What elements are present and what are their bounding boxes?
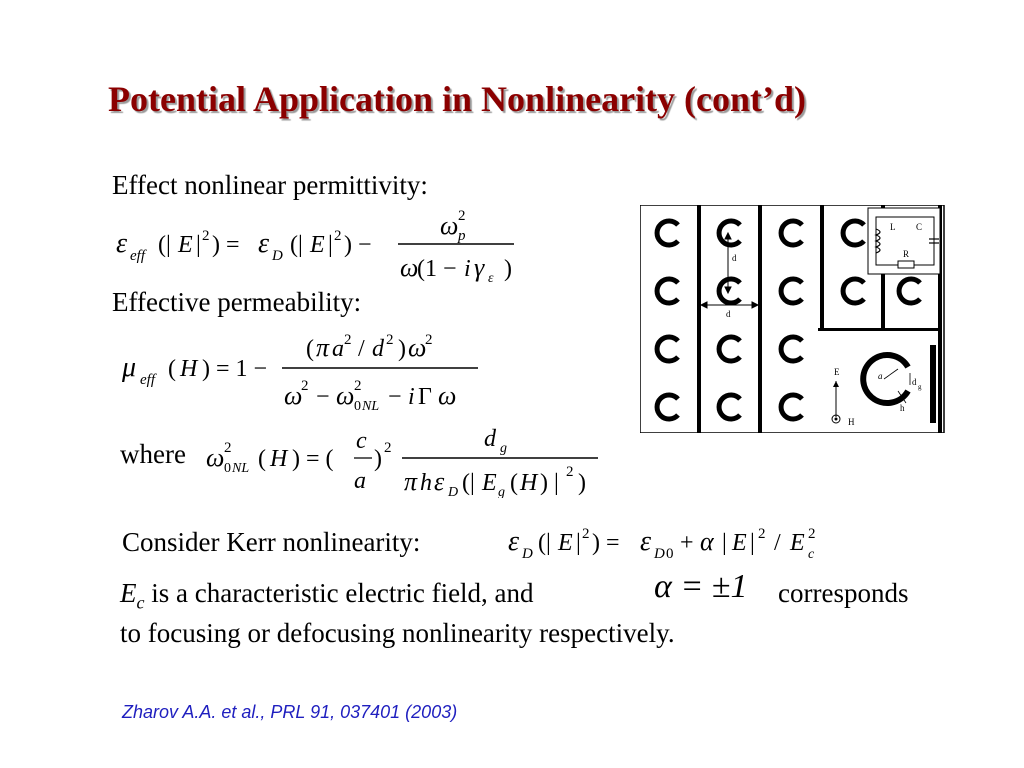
svg-text:p: p xyxy=(458,228,466,244)
svg-text:|: | xyxy=(196,232,201,258)
ec-text: is a characteristic electric field, and xyxy=(144,578,534,608)
permeability-equation xyxy=(118,324,498,414)
svg-text:d: d xyxy=(372,336,384,362)
inset-a-label: a xyxy=(878,371,883,381)
inset-h-label: H xyxy=(848,417,855,427)
slide-title: Potential Application in Nonlinearity (cont’d) xyxy=(108,79,807,119)
svg-text:) −: ) − xyxy=(344,232,372,258)
svg-text:(: ( xyxy=(306,336,314,362)
ec-definition-line xyxy=(120,578,534,613)
alpha-equation: α = ±1 xyxy=(654,568,748,605)
svg-text:): ) xyxy=(578,470,586,496)
svg-text:ε: ε xyxy=(258,228,270,259)
svg-text:ε: ε xyxy=(434,467,445,496)
svg-text:ε: ε xyxy=(640,526,652,557)
permeability-label: Effective permeability: xyxy=(112,287,362,317)
resistor-label: R xyxy=(903,249,910,259)
svg-text:ω: ω xyxy=(336,381,355,410)
circuit-inset xyxy=(868,208,940,274)
svg-text:(|: (| xyxy=(462,470,475,496)
svg-text:π: π xyxy=(404,467,418,496)
svg-text:(|: (| xyxy=(538,530,551,556)
svg-text:2: 2 xyxy=(202,228,210,244)
svg-text:2: 2 xyxy=(425,332,433,348)
svg-text:(: ( xyxy=(168,356,176,382)
inset-e-label: E xyxy=(834,367,840,377)
svg-text:) |: ) | xyxy=(540,470,559,496)
kerr-label: Consider Kerr nonlinearity: xyxy=(122,527,421,557)
svg-text:NL: NL xyxy=(232,461,250,476)
kerr-equation xyxy=(506,514,876,564)
svg-text:g: g xyxy=(498,485,505,498)
svg-text:c: c xyxy=(356,428,367,454)
svg-text:ω: ω xyxy=(438,381,457,410)
corresponds-text: corresponds xyxy=(778,578,909,608)
svg-text:) = 1 −: ) = 1 − xyxy=(202,356,268,382)
svg-text:0: 0 xyxy=(224,461,231,476)
svg-text:ω: ω xyxy=(284,381,303,410)
svg-text:E: E xyxy=(732,530,747,556)
omega-nl-equation xyxy=(204,420,604,498)
ec-symbol: E xyxy=(120,578,137,608)
svg-text:ε: ε xyxy=(488,271,494,286)
svg-text:eff: eff xyxy=(130,248,145,264)
svg-text:−: − xyxy=(316,384,330,410)
svg-text:ω: ω xyxy=(206,443,225,472)
dim-label-vertical: d xyxy=(732,253,737,263)
svg-text:E: E xyxy=(482,470,497,496)
svg-text:H: H xyxy=(520,470,538,496)
svg-text:): ) xyxy=(374,446,382,472)
svg-text:2: 2 xyxy=(582,526,590,542)
svg-text:ω: ω xyxy=(400,253,419,282)
inset-d-label: d xyxy=(912,377,917,387)
svg-text:|: | xyxy=(328,232,333,258)
focusing-line: to focusing or defocusing nonlinearity respectively. xyxy=(120,618,675,648)
permittivity-label: Effect nonlinear permittivity: xyxy=(112,170,428,200)
where-label: where xyxy=(120,439,186,469)
svg-text:2: 2 xyxy=(566,464,574,480)
svg-text:D: D xyxy=(654,546,665,562)
svg-text:i: i xyxy=(464,256,471,282)
svg-text:): ) xyxy=(398,336,406,362)
citation: Zharov A.A. et al., PRL 91, 037401 (2003) xyxy=(122,702,458,722)
svg-text:NL: NL xyxy=(362,399,380,414)
svg-text:(|: (| xyxy=(290,232,303,258)
svg-text:0: 0 xyxy=(354,399,361,414)
svg-text:2: 2 xyxy=(458,208,466,224)
svg-text:ε: ε xyxy=(508,526,520,557)
inductor-label: L xyxy=(890,222,896,232)
svg-text:/: / xyxy=(774,530,781,556)
svg-text:ω: ω xyxy=(440,211,459,240)
svg-text:|: | xyxy=(576,530,581,556)
svg-text:α: α xyxy=(700,527,714,556)
dim-label-horizontal: d xyxy=(726,309,731,319)
svg-text:(: ( xyxy=(258,446,266,472)
ec-subscript: c xyxy=(136,592,145,613)
svg-text:μ: μ xyxy=(122,352,137,383)
svg-text:(: ( xyxy=(510,470,518,496)
inset-h-small-label: h xyxy=(900,403,905,413)
svg-text:2: 2 xyxy=(758,526,766,542)
svg-text:|: | xyxy=(750,530,755,556)
svg-text:g: g xyxy=(500,441,507,456)
svg-text:D: D xyxy=(448,485,459,498)
svg-text:2: 2 xyxy=(384,440,392,456)
svg-text:i: i xyxy=(408,384,415,410)
svg-text:2: 2 xyxy=(808,526,816,542)
svg-text:h: h xyxy=(420,470,432,496)
svg-text:E: E xyxy=(558,530,573,556)
svg-text:) =: ) = xyxy=(212,232,240,258)
svg-text:c: c xyxy=(808,547,815,562)
metamaterial-figure xyxy=(640,205,946,433)
svg-text:) =: ) = xyxy=(592,530,620,556)
svg-text:H: H xyxy=(270,446,288,472)
svg-text:(|: (| xyxy=(158,232,171,258)
svg-text:|: | xyxy=(722,530,727,556)
svg-text:a: a xyxy=(332,336,344,362)
svg-text:D: D xyxy=(522,546,533,562)
svg-text:2: 2 xyxy=(301,378,309,394)
svg-text:D: D xyxy=(272,248,283,264)
svg-text:2: 2 xyxy=(334,228,342,244)
svg-text:E: E xyxy=(790,530,805,556)
svg-text:π: π xyxy=(316,333,330,362)
svg-text:+: + xyxy=(680,530,694,556)
svg-text:d: d xyxy=(484,426,496,452)
svg-text:H: H xyxy=(180,356,198,382)
svg-text:2: 2 xyxy=(386,332,394,348)
svg-text:2: 2 xyxy=(354,378,362,394)
svg-text:γ: γ xyxy=(474,253,485,282)
svg-text:0: 0 xyxy=(666,546,674,562)
svg-text:E: E xyxy=(178,232,193,258)
svg-text:(1 −: (1 − xyxy=(417,256,457,282)
svg-text:ε: ε xyxy=(116,228,128,259)
svg-text:Γ: Γ xyxy=(418,384,432,410)
svg-text:a: a xyxy=(354,468,366,494)
svg-text:): ) xyxy=(504,256,512,282)
svg-text:E: E xyxy=(310,232,325,258)
svg-text:) = (: ) = ( xyxy=(292,446,334,472)
inset-g-label: g xyxy=(918,383,922,391)
svg-text:/: / xyxy=(358,336,365,362)
svg-text:−: − xyxy=(388,384,402,410)
capacitor-label: C xyxy=(916,222,923,232)
svg-text:ω: ω xyxy=(408,333,427,362)
svg-text:2: 2 xyxy=(224,440,232,456)
svg-text:2: 2 xyxy=(344,332,352,348)
permittivity-equation xyxy=(112,198,532,288)
svg-text:eff: eff xyxy=(140,372,155,388)
